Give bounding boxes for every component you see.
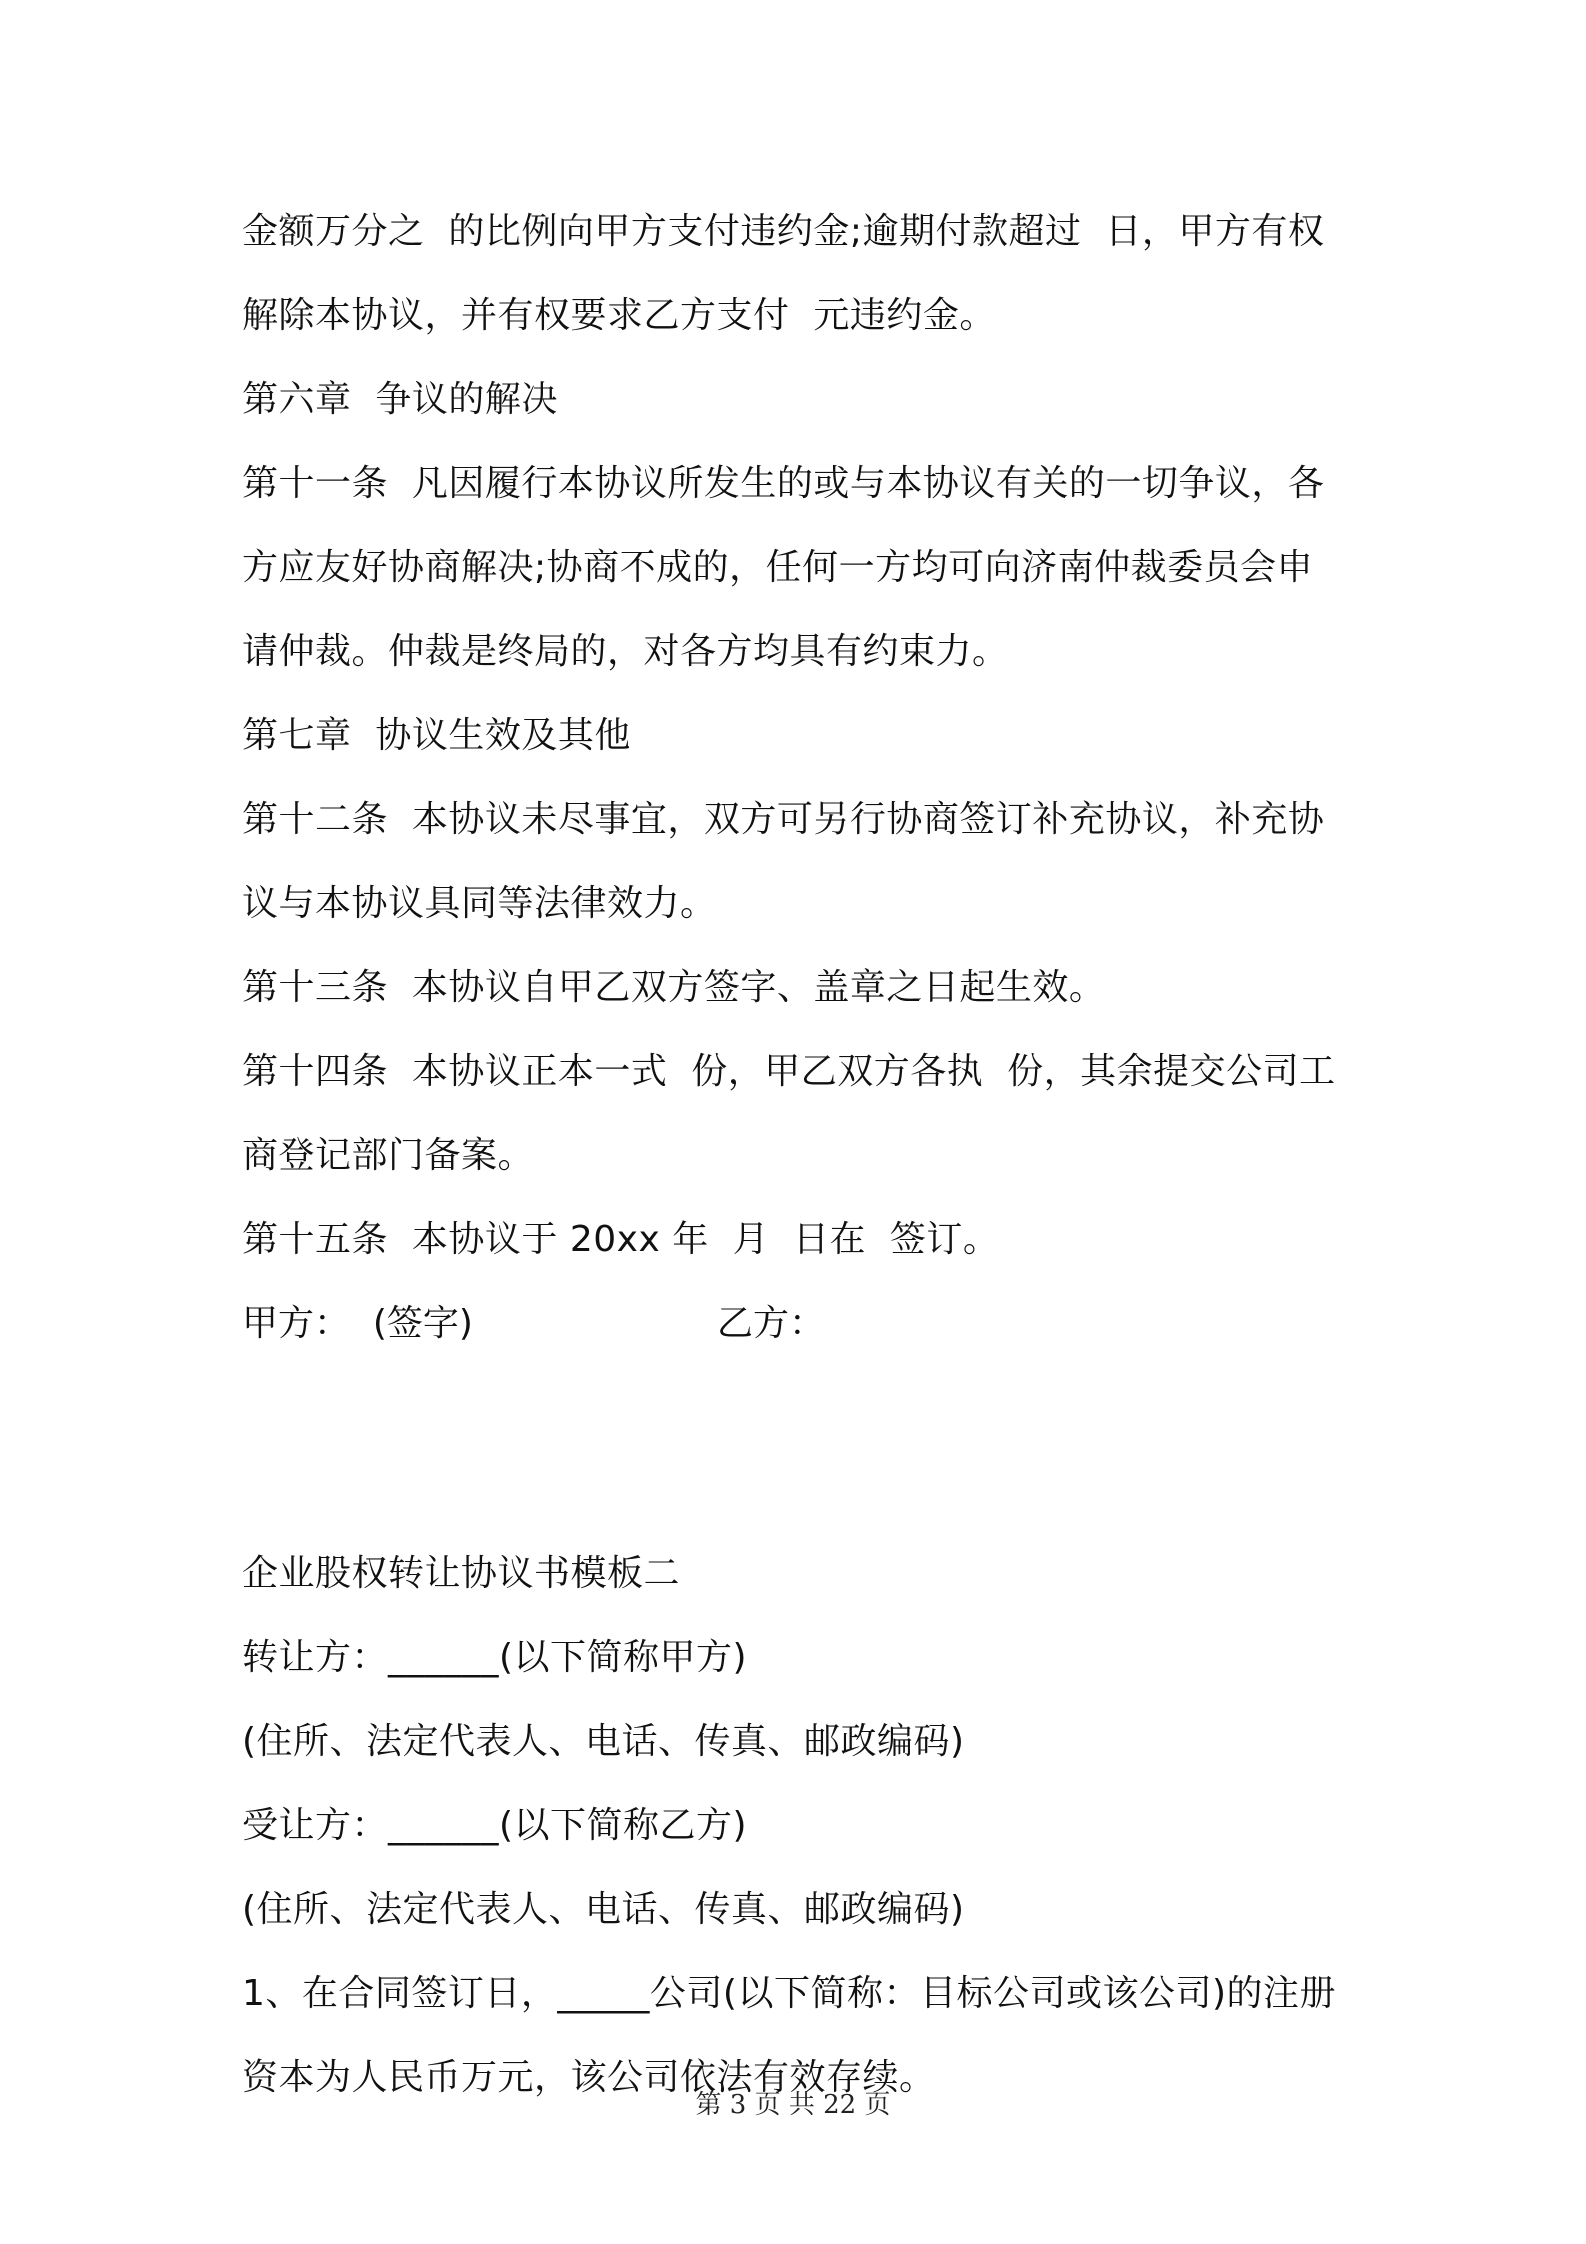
section-gap bbox=[242, 1366, 1352, 1532]
paragraph-line: 解除本协议，并有权要求乙方支付 元违约金。 bbox=[242, 295, 996, 336]
paragraph-line: (住所、法定代表人、电话、传真、邮政编码) bbox=[242, 1721, 965, 1762]
paragraph-line: 方应友好协商解决;协商不成的，任何一方均可向济南仲裁委员会申 bbox=[242, 547, 1314, 588]
paragraph-line: 金额万分之 的比例向甲方支付违约金;逾期付款超过 日，甲方有权 bbox=[242, 211, 1325, 252]
party-b-signature: 乙方： bbox=[717, 1303, 826, 1344]
paragraph-line: 议与本协议具同等法律效力。 bbox=[242, 883, 717, 924]
signature-row bbox=[242, 1282, 1352, 1366]
paragraph-line: 1、在合同签订日，_____公司(以下简称：目标公司或该公司)的注册 bbox=[242, 1973, 1336, 2014]
paragraph-line: (住所、法定代表人、电话、传真、邮政编码) bbox=[242, 1889, 965, 1930]
party-a-signature: 甲方： (签字) bbox=[242, 1303, 473, 1344]
page-number-footer: 第 3 页 共 22 页 bbox=[695, 2090, 891, 2120]
article-line: 第十一条 凡因履行本协议所发生的或与本协议有关的一切争议，各 bbox=[242, 463, 1325, 504]
document-body bbox=[242, 190, 1352, 2120]
paragraph-line: 请仲裁。仲裁是终局的，对各方均具有约束力。 bbox=[242, 631, 1009, 672]
paragraph-line: 受让方：______(以下简称乙方) bbox=[242, 1805, 748, 1846]
paragraph-line: 转让方：______(以下简称甲方) bbox=[242, 1637, 748, 1678]
paragraph-line: 资本为人民币万元，该公司依法有效存续。 bbox=[242, 2057, 936, 2098]
chapter-heading: 第六章 争议的解决 bbox=[242, 379, 558, 420]
paragraph-line: 商登记部门备案。 bbox=[242, 1135, 535, 1176]
article-line: 第十三条 本协议自甲乙双方签字、盖章之日起生效。 bbox=[242, 967, 1106, 1008]
section-title: 企业股权转让协议书模板二 bbox=[242, 1553, 681, 1594]
article-line: 第十五条 本协议于 20xx 年 月 日在 签订。 bbox=[242, 1219, 1000, 1260]
article-line: 第十二条 本协议未尽事宜，双方可另行协商签订补充协议，补充协 bbox=[242, 799, 1325, 840]
article-line: 第十四条 本协议正本一式 份，甲乙双方各执 份，其余提交公司工 bbox=[242, 1051, 1336, 1092]
chapter-heading: 第七章 协议生效及其他 bbox=[242, 715, 631, 756]
